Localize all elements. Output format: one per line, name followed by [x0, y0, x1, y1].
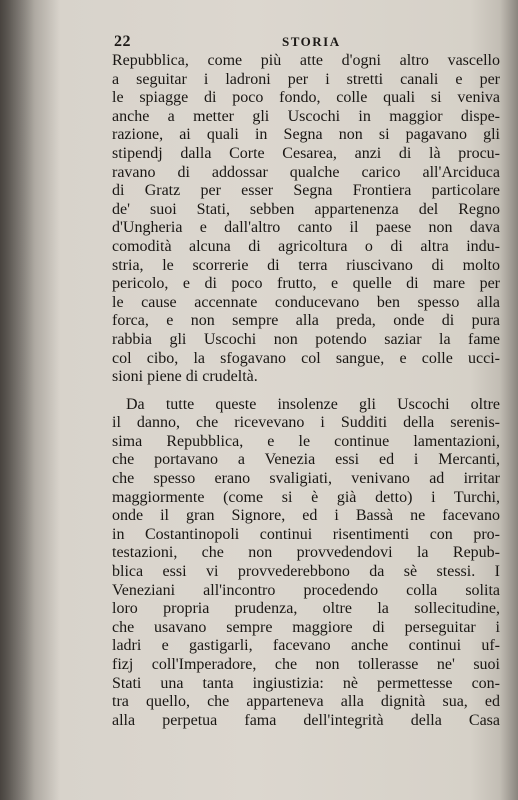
text-line: in Costantinopoli continui risentimenti con pro-	[112, 525, 500, 543]
paragraph-2	[112, 396, 500, 731]
text-line: alla perpetua fama dell'integrità della Casa	[112, 711, 500, 729]
text-line: forca, e non sempre alla preda, onde di pura	[112, 312, 500, 330]
paragraph-1	[112, 52, 500, 387]
text-line: il danno, che ricevevano i Sudditi della serenis-	[112, 414, 500, 432]
text-line: stipendj dalla Corte Cesarea, anzi di là procu-	[112, 144, 500, 162]
text-line: pericolo, e di poco frutto, e quelle di mare per	[112, 275, 500, 293]
text-line: razione, ai quali in Segna non si pagavano gli	[112, 126, 500, 144]
text-line: ladri e gastigarli, facevano anche continui uf-	[112, 637, 500, 655]
text-line: Stati una tanta ingiustizia: nè permettesse con-	[112, 674, 500, 692]
text-line: rabbia gli Uscochi non potendo saziar la fame	[112, 330, 500, 348]
text-line: a seguitar i ladroni per i stretti canali e per	[112, 70, 500, 88]
body-text	[112, 52, 500, 730]
text-line: le cause accennate conducevano ben spesso alla	[112, 293, 500, 311]
text-line: testazioni, che non provvedendovi la Repub-	[112, 544, 500, 562]
text-line: anche a metter gli Uscochi in maggior dispe-	[112, 107, 500, 125]
text-line: fizj coll'Imperadore, che non tollerasse ne' suoi	[112, 656, 500, 673]
paragraph-spacer	[112, 387, 500, 396]
text-line: d'Ungheria e dall'altro canto il paese non dava	[112, 219, 500, 237]
text-line: che usavano sempre maggiore di perseguitar i	[112, 618, 500, 636]
text-line: blica essi vi provvederebbono da sè stessi. I	[112, 563, 500, 581]
text-line: Da tutte queste insolenze gli Uscochi oltre	[126, 395, 500, 413]
text-line: sioni piene di crudeltà.	[112, 368, 258, 386]
text-line: loro propria prudenza, oltre la sollecitudine,	[112, 600, 500, 618]
running-head: STORIA	[282, 34, 341, 49]
text-line: tra quello, che apparteneva alla dignità sua, ed	[112, 693, 500, 711]
text-line: stria, le scorrerie di terra riuscivano di molto	[112, 256, 500, 274]
text-line: sima Repubblica, e le continue lamentazioni,	[112, 432, 500, 450]
text-line: comodità alcuna di agricoltura o di altra indu-	[112, 237, 500, 255]
text-line: di Gratz per esser Segna Frontiera particolare	[112, 182, 500, 200]
page-number: 22	[114, 33, 131, 50]
text-line: onde il gran Signore, ed i Bassà ne facevano	[112, 507, 500, 525]
text-line: Repubblica, come più atte d'ogni altro vascello	[112, 52, 500, 69]
text-line: le spiagge di poco fondo, colle quali si veniva	[112, 89, 500, 107]
text-line: ravano di addossar qualche carico all'Arciduca	[112, 163, 500, 181]
binding-gutter-shadow	[0, 0, 60, 800]
text-line: che portavano a Venezia essi ed i Mercanti,	[112, 451, 500, 469]
text-line: che spesso erano svaligiati, venivano ad irritar	[112, 470, 500, 488]
text-line: de' suoi Stati, sebben appartenenza del Regno	[112, 200, 500, 218]
text-line: maggiormente (come si è già detto) i Turchi,	[112, 488, 500, 506]
text-line: Veneziani all'incontro procedendo colla solita	[112, 581, 500, 599]
text-line: col cibo, la sfogavano col sangue, e colle ucci-	[112, 349, 500, 367]
